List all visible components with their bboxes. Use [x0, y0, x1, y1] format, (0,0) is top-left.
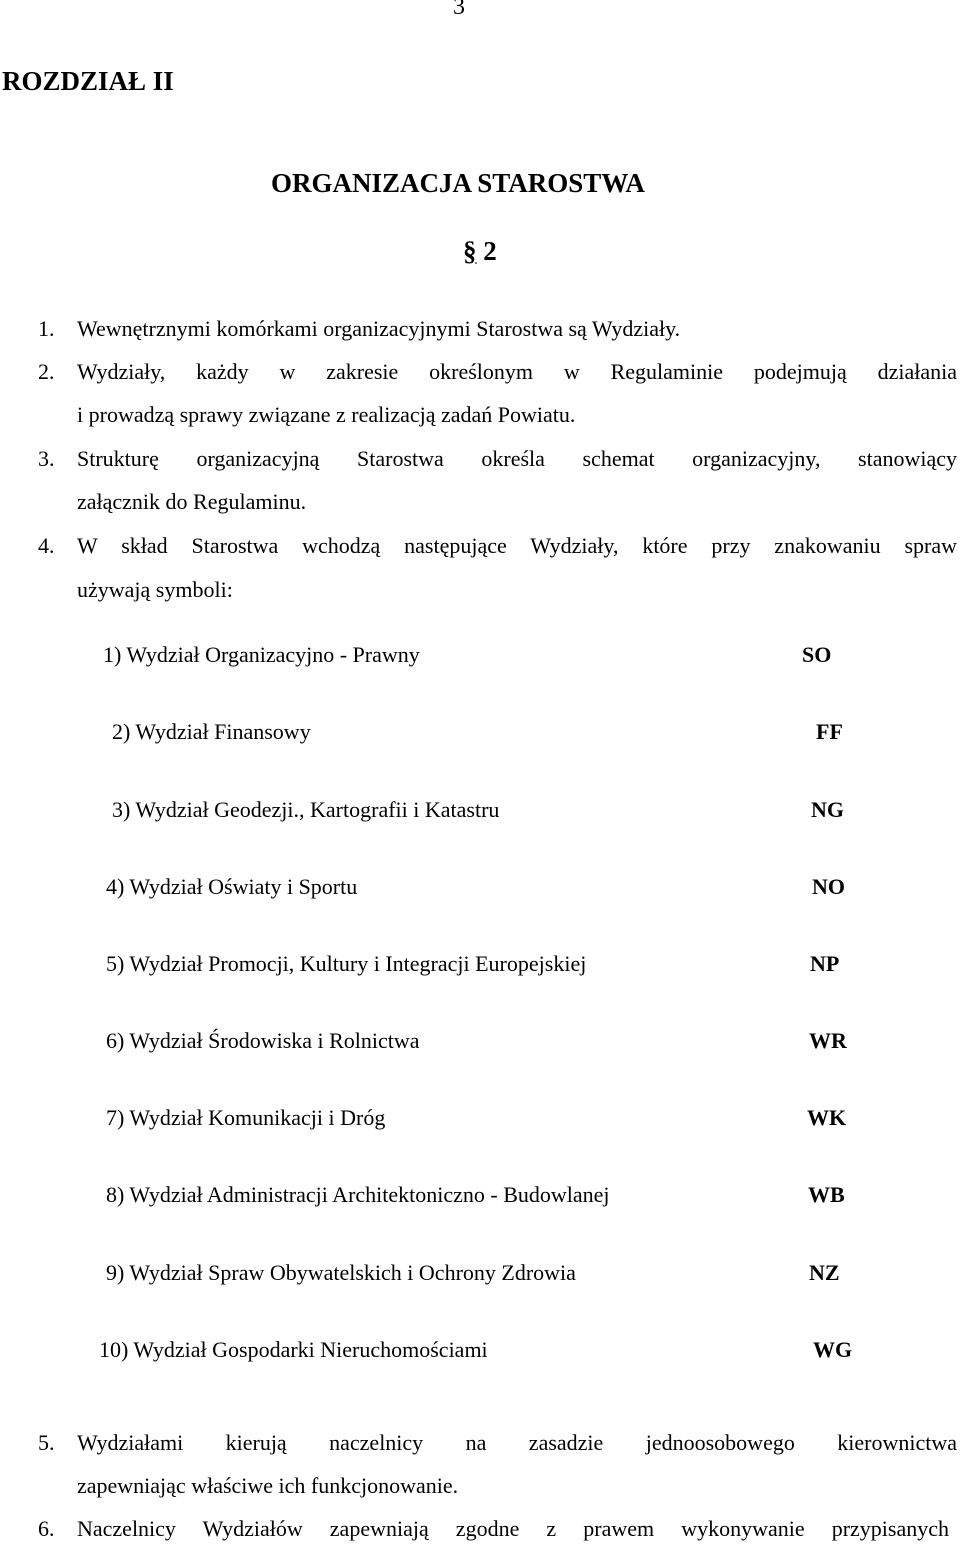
section-title: ORGANIZACJA STAROSTWA — [271, 168, 645, 198]
department-name: 3) Wydział Geodezji., Kartografii i Katastru — [112, 797, 500, 822]
item-2-line-2: i prowadzą sprawy związane z realizacją zadań Powiatu. — [77, 402, 576, 427]
item-5-line-1: Wydziałami kierują naczelnicy na zasadzie jednoosobowego kierownictwa — [77, 1430, 957, 1455]
department-name: 1) Wydział Organizacyjno - Prawny — [103, 642, 420, 667]
item-3-line-2: załącznik do Regulaminu. — [77, 489, 307, 514]
department-name: 8) Wydział Administracji Architektoniczno - Budowlanej — [106, 1182, 610, 1207]
paragraph-sign: § — [463, 236, 477, 266]
item-6-number: 6. — [38, 1516, 55, 1541]
item-1-number: 1. — [38, 316, 55, 341]
item-1-line-1: Wewnętrznymi komórkami organizacyjnymi Starostwa są Wydziały. — [77, 316, 681, 341]
department-symbol: FF — [816, 719, 843, 744]
department-name: 4) Wydział Oświaty i Sportu — [106, 874, 358, 899]
department-symbol: SO — [802, 642, 832, 667]
department-symbol: NP — [810, 951, 840, 976]
item-4-line-1: W skład Starostwa wchodzą następujące Wydziały, które przy znakowaniu spraw — [77, 533, 957, 558]
department-symbol: NG — [811, 797, 844, 822]
department-symbol: NZ — [809, 1260, 840, 1285]
department-name: 2) Wydział Finansowy — [112, 719, 311, 744]
department-symbol: WB — [808, 1182, 845, 1207]
chapter-heading: ROZDZIAŁ II — [2, 66, 174, 96]
paragraph-number: 2 — [483, 236, 497, 266]
department-symbol: WG — [813, 1337, 853, 1362]
department-symbol: NO — [812, 874, 845, 899]
item-5-line-2: zapewniając właściwe ich funkcjonowanie. — [77, 1473, 459, 1498]
item-2-line-1: Wydziały, każdy w zakresie określonym w Regulaminie podejmują działania — [77, 359, 957, 384]
item-4-number: 4. — [38, 533, 55, 558]
item-2-number: 2. — [38, 359, 55, 384]
item-3-number: 3. — [38, 446, 55, 471]
department-name: 6) Wydział Środowiska i Rolnictwa — [106, 1028, 420, 1053]
item-4-line-2: używają symboli: — [77, 577, 233, 602]
page-number: 3 — [453, 0, 465, 20]
item-6-line-1: Naczelnicy Wydziałów zapewniają zgodne z prawem wykonywanie przypisanych — [77, 1516, 949, 1541]
department-symbol: WR — [809, 1028, 847, 1053]
department-symbol: WK — [807, 1105, 847, 1130]
department-name: 10) Wydział Gospodarki Nieruchomościami — [99, 1337, 488, 1362]
department-name: 7) Wydział Komunikacji i Dróg — [106, 1105, 386, 1130]
department-name: 9) Wydział Spraw Obywatelskich i Ochrony Zdrowia — [106, 1260, 576, 1285]
item-3-line-1: Strukturę organizacyjną Starostwa określa schemat organizacyjny, stanowiący — [77, 446, 957, 471]
paragraph-heading — [463, 236, 497, 267]
department-name: 5) Wydział Promocji, Kultury i Integracji Europejskiej — [106, 951, 587, 976]
item-5-number: 5. — [38, 1430, 55, 1455]
